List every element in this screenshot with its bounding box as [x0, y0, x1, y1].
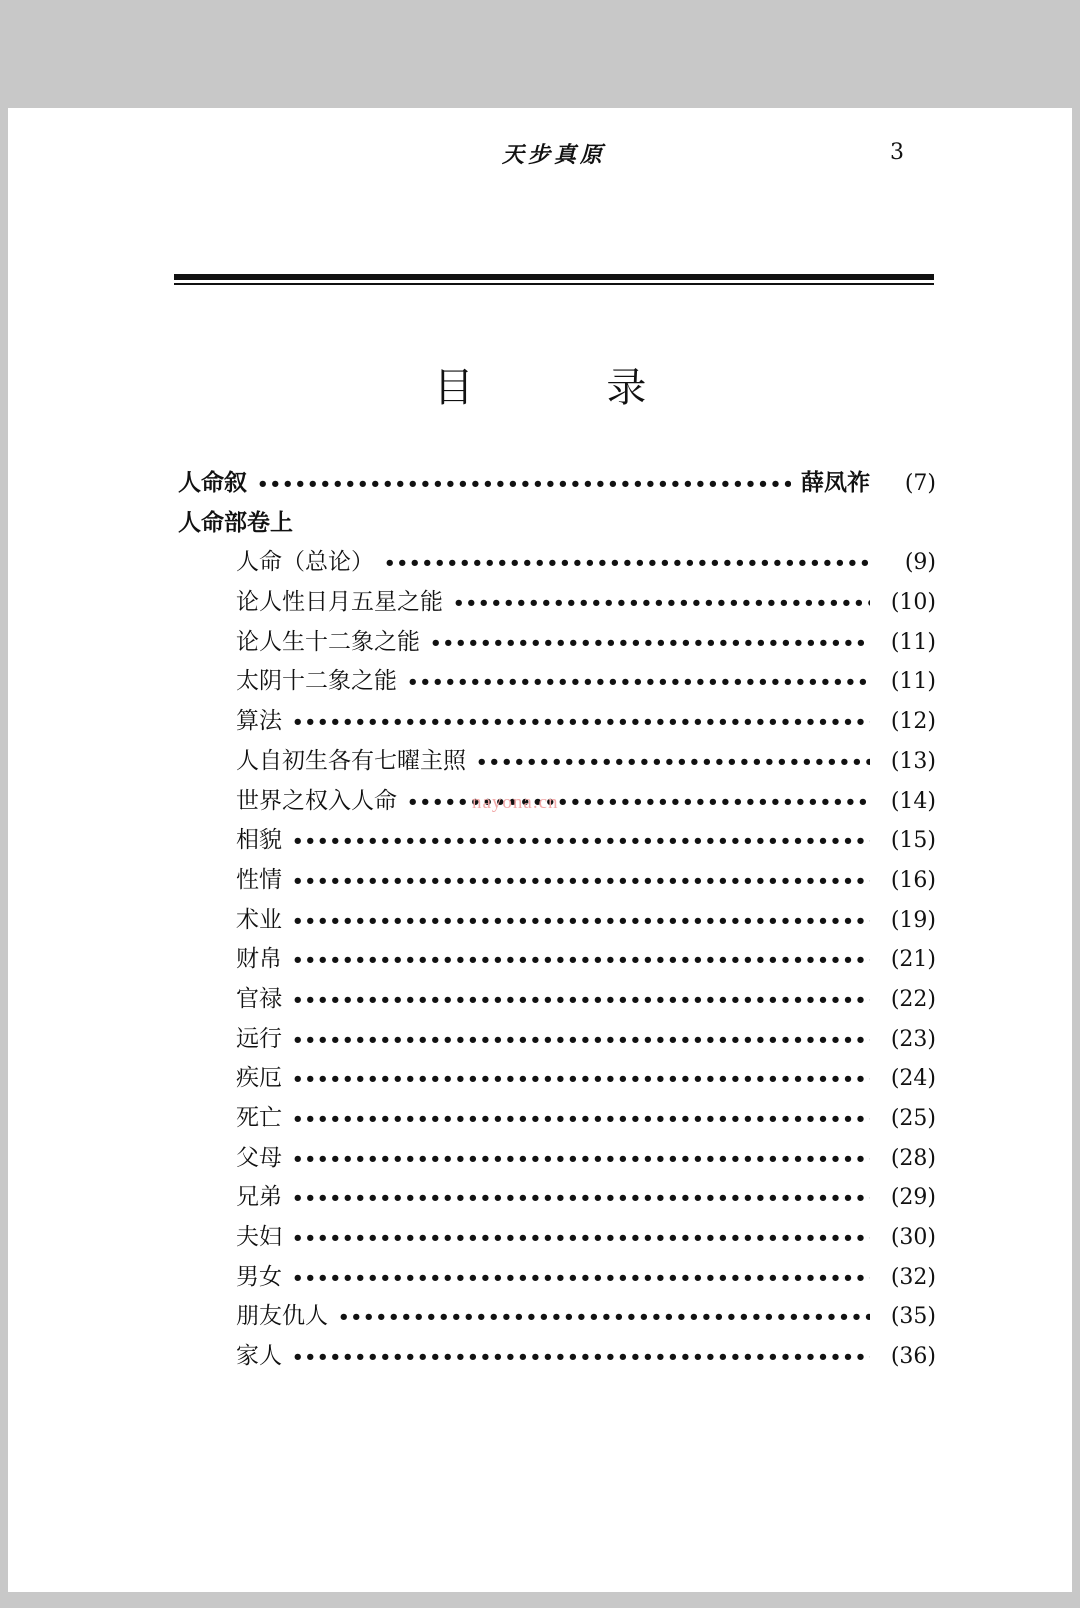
toc-entry-page: (22) — [890, 986, 936, 1012]
toc-entry-text: 兄弟 — [236, 1184, 282, 1211]
toc-entry — [178, 1258, 936, 1298]
toc-leader-dots — [292, 712, 870, 733]
toc-leader-dots — [292, 1228, 870, 1249]
toc-entry-page: (24) — [890, 1066, 936, 1092]
toc-entry-text: 论人生十二象之能 — [236, 628, 420, 655]
toc-leader-dots — [292, 1188, 870, 1209]
toc-entry — [178, 702, 936, 742]
toc-entry-page: (7) — [904, 471, 936, 496]
toc-leader-dots — [292, 950, 870, 971]
toc-entry-text: 人命部卷上 — [178, 508, 293, 536]
toc-leader-dots — [292, 831, 870, 852]
toc-leader-dots — [292, 1109, 870, 1130]
toc-leader-dots — [407, 672, 870, 693]
toc-entry-text: 性情 — [236, 866, 282, 893]
toc-leader-dots — [292, 1347, 870, 1368]
toc-entry — [178, 821, 936, 861]
toc-entry-text: 人自初生各有七曜主照 — [236, 747, 466, 774]
toc-entry-text: 世界之权入人命 — [236, 787, 397, 814]
toc-entry-text: 男女 — [236, 1263, 282, 1290]
toc-leader-dots — [430, 633, 870, 654]
toc-entry — [178, 901, 936, 941]
toc-leader-dots — [338, 1307, 870, 1328]
toc-entry-text: 夫妇 — [236, 1224, 282, 1251]
toc-entry-page: (30) — [890, 1225, 936, 1251]
toc-entry — [178, 742, 936, 782]
toc-entry-text: 家人 — [236, 1343, 282, 1370]
toc-entry — [178, 1178, 936, 1218]
page-number: 3 — [890, 140, 904, 165]
toc-entry-page: (13) — [890, 748, 936, 774]
toc-entry — [178, 1218, 936, 1258]
toc-entry-text: 人命叙 — [178, 469, 247, 496]
toc-entry-text: 父母 — [236, 1144, 282, 1171]
toc-entry-page: (19) — [890, 907, 936, 933]
toc-section-heading — [178, 504, 936, 544]
toc-entry-page: (11) — [890, 669, 936, 695]
toc-entry-page: (14) — [890, 788, 936, 814]
running-title: 天步真原 — [501, 142, 606, 168]
toc-entry — [178, 1139, 936, 1179]
toc-entry — [178, 940, 936, 980]
toc-entry-page: (29) — [890, 1185, 936, 1211]
toc-entry-page: (12) — [890, 709, 936, 735]
toc-title: 目 录 — [433, 365, 707, 411]
toc-entry — [178, 623, 936, 663]
toc-entry — [178, 464, 936, 504]
toc-entry-text: 算法 — [236, 708, 282, 735]
toc-entry-text: 论人性日月五星之能 — [236, 589, 443, 616]
toc-entry-text: 远行 — [236, 1025, 282, 1052]
toc-leader-dots — [292, 1030, 870, 1051]
toc-entry — [178, 1099, 936, 1139]
toc-leader-dots — [384, 553, 870, 574]
toc-leader-dots — [292, 1149, 870, 1170]
toc-entry — [178, 543, 936, 583]
toc-entry-page: (15) — [890, 828, 936, 854]
toc-entry — [178, 861, 936, 901]
toc-entry-page: (16) — [890, 867, 936, 893]
watermark: nayona.cn — [472, 792, 559, 813]
toc-leader-dots — [453, 593, 870, 614]
toc-entry — [178, 980, 936, 1020]
toc-leader-dots — [292, 1069, 870, 1090]
toc-entry — [178, 1337, 936, 1377]
toc-entry-text: 太阴十二象之能 — [236, 668, 397, 695]
toc-leader-dots — [292, 990, 870, 1011]
toc-entry-author: 薛凤祚 — [801, 469, 870, 496]
toc-entry — [178, 1059, 936, 1099]
toc-leader-dots — [292, 1268, 870, 1289]
toc-entry-page: (35) — [890, 1304, 936, 1330]
toc-entry-page: (21) — [890, 947, 936, 973]
toc-entry-page: (28) — [890, 1145, 936, 1171]
toc-leader-dots — [476, 752, 870, 773]
toc-entry-page: (9) — [904, 550, 936, 576]
toc-entry-text: 疾厄 — [236, 1065, 282, 1092]
toc-entry — [178, 1297, 936, 1337]
toc-leader-dots — [292, 911, 870, 932]
table-of-contents — [178, 464, 936, 1377]
header-rule-thin — [174, 283, 934, 285]
toc-entry — [178, 662, 936, 702]
toc-entry — [178, 583, 936, 623]
toc-entry-text: 官禄 — [236, 985, 282, 1012]
toc-entry-text: 死亡 — [236, 1105, 282, 1131]
toc-entry-page: (36) — [890, 1344, 936, 1370]
toc-entry-page: (23) — [890, 1026, 936, 1052]
toc-entry-text: 财帛 — [236, 946, 282, 973]
toc-entry-text: 术业 — [236, 906, 282, 933]
running-header — [174, 132, 934, 172]
toc-entry-text: 朋友仇人 — [236, 1303, 328, 1330]
header-rule-thick — [174, 274, 934, 280]
toc-entry-text: 相貌 — [236, 827, 282, 854]
toc-entry-text: 人命（总论） — [236, 549, 374, 576]
toc-leader-dots — [257, 474, 791, 495]
toc-entry-page: (10) — [890, 590, 936, 616]
toc-entry-page: (32) — [890, 1264, 936, 1290]
toc-leader-dots — [292, 871, 870, 892]
toc-entry-page: (11) — [890, 629, 936, 655]
toc-entry-page: (25) — [890, 1106, 936, 1131]
toc-entry — [178, 1020, 936, 1060]
